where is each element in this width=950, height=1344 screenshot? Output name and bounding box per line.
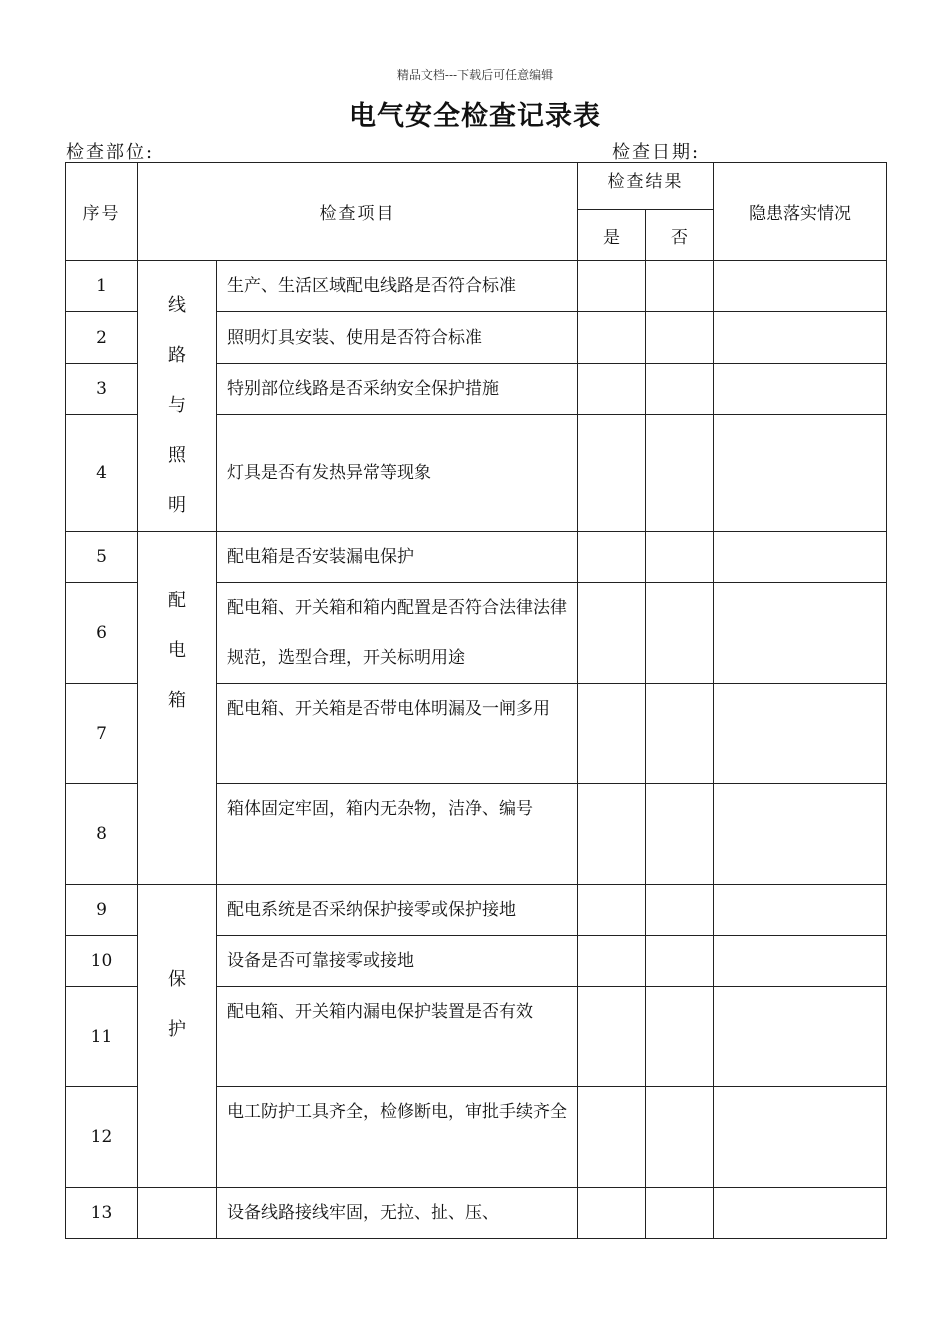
- category-empty: [138, 1188, 217, 1239]
- no-cell[interactable]: [646, 415, 714, 532]
- category-char: 保: [168, 969, 186, 990]
- no-cell[interactable]: [646, 312, 714, 363]
- yes-cell[interactable]: [578, 1087, 646, 1188]
- check-item-text: 配电箱、开关箱和箱内配置是否符合法律法律规范，选型合理，开关标明用途: [217, 583, 578, 684]
- remediation-cell[interactable]: [714, 987, 887, 1087]
- row-number: 3: [66, 363, 138, 414]
- yes-cell[interactable]: [578, 684, 646, 784]
- yes-cell[interactable]: [578, 987, 646, 1087]
- yes-cell[interactable]: [578, 532, 646, 583]
- inspection-date-label: 检查日期:: [612, 142, 701, 163]
- row-number: 4: [66, 415, 138, 532]
- yes-cell[interactable]: [578, 415, 646, 532]
- category-protection: [138, 885, 217, 1188]
- remediation-cell[interactable]: [714, 415, 887, 532]
- no-cell[interactable]: [646, 363, 714, 414]
- no-cell[interactable]: [646, 936, 714, 987]
- category-lines-lighting: [138, 261, 217, 532]
- row-number: 7: [66, 684, 138, 784]
- check-item-text: 照明灯具安装、使用是否符合标准: [217, 312, 578, 363]
- category-distribution-box: [138, 532, 217, 885]
- yes-cell[interactable]: [578, 1188, 646, 1239]
- remediation-cell[interactable]: [714, 532, 887, 583]
- check-item-text: 生产、生活区域配电线路是否符合标准: [217, 261, 578, 312]
- remediation-cell[interactable]: [714, 784, 887, 885]
- row-number: 12: [66, 1087, 138, 1188]
- yes-cell[interactable]: [578, 312, 646, 363]
- remediation-cell[interactable]: [714, 312, 887, 363]
- category-char: 电: [168, 640, 186, 661]
- no-cell[interactable]: [646, 885, 714, 936]
- row-number: 1: [66, 261, 138, 312]
- yes-cell[interactable]: [578, 784, 646, 885]
- no-cell[interactable]: [646, 583, 714, 684]
- watermark-text: 精品文档---下载后可任意编辑: [396, 68, 554, 82]
- inspection-location-label: 检查部位:: [66, 142, 155, 163]
- check-item-text: 配电系统是否采纳保护接零或保护接地: [217, 885, 578, 936]
- check-item-text: 配电箱、开关箱内漏电保护装置是否有效: [217, 987, 578, 1087]
- check-item-text: 特别部位线路是否采纳安全保护措施: [217, 363, 578, 414]
- category-char: 路: [168, 345, 186, 366]
- row-number: 2: [66, 312, 138, 363]
- no-cell[interactable]: [646, 1188, 714, 1239]
- remediation-cell[interactable]: [714, 885, 887, 936]
- remediation-cell[interactable]: [714, 363, 887, 414]
- yes-cell[interactable]: [578, 261, 646, 312]
- row-number: 6: [66, 583, 138, 684]
- header-yes: 是: [578, 210, 646, 261]
- yes-cell[interactable]: [578, 936, 646, 987]
- category-char: 明: [168, 495, 186, 516]
- inspection-table: [65, 162, 887, 1239]
- header-item: 检查项目: [138, 163, 578, 261]
- yes-cell[interactable]: [578, 583, 646, 684]
- header-result: 检查结果: [578, 163, 714, 210]
- category-char: 线: [168, 295, 186, 316]
- row-number: 5: [66, 532, 138, 583]
- remediation-cell[interactable]: [714, 261, 887, 312]
- row-number: 10: [66, 936, 138, 987]
- row-number: 13: [66, 1188, 138, 1239]
- category-char: 箱: [168, 690, 186, 711]
- header-seq: 序号: [66, 163, 138, 261]
- no-cell[interactable]: [646, 532, 714, 583]
- no-cell[interactable]: [646, 784, 714, 885]
- header-remediation: 隐患落实情况: [714, 163, 887, 261]
- row-number: 8: [66, 784, 138, 885]
- check-item-text: 配电箱是否安装漏电保护: [217, 532, 578, 583]
- remediation-cell[interactable]: [714, 1087, 887, 1188]
- no-cell[interactable]: [646, 261, 714, 312]
- yes-cell[interactable]: [578, 363, 646, 414]
- category-char: 配: [168, 590, 186, 611]
- remediation-cell[interactable]: [714, 684, 887, 784]
- remediation-cell[interactable]: [714, 1188, 887, 1239]
- category-char: 与: [168, 395, 186, 416]
- check-item-text: 箱体固定牢固，箱内无杂物，洁净、编号: [217, 784, 578, 885]
- category-char: 护: [168, 1019, 186, 1040]
- remediation-cell[interactable]: [714, 936, 887, 987]
- row-number: 11: [66, 987, 138, 1087]
- check-item-text: 电工防护工具齐全，检修断电，审批手续齐全: [217, 1087, 578, 1188]
- page-title: 电气安全检查记录表: [349, 101, 601, 132]
- check-item-text: 配电箱、开关箱是否带电体明漏及一闸多用: [217, 684, 578, 784]
- no-cell[interactable]: [646, 987, 714, 1087]
- no-cell[interactable]: [646, 1087, 714, 1188]
- header-no: 否: [646, 210, 714, 261]
- no-cell[interactable]: [646, 684, 714, 784]
- yes-cell[interactable]: [578, 885, 646, 936]
- check-item-text: 设备线路接线牢固，无拉、扯、压、: [217, 1188, 578, 1239]
- row-number: 9: [66, 885, 138, 936]
- check-item-text: 设备是否可靠接零或接地: [217, 936, 578, 987]
- check-item-text: 灯具是否有发热异常等现象: [217, 415, 578, 532]
- remediation-cell[interactable]: [714, 583, 887, 684]
- category-char: 照: [168, 445, 186, 466]
